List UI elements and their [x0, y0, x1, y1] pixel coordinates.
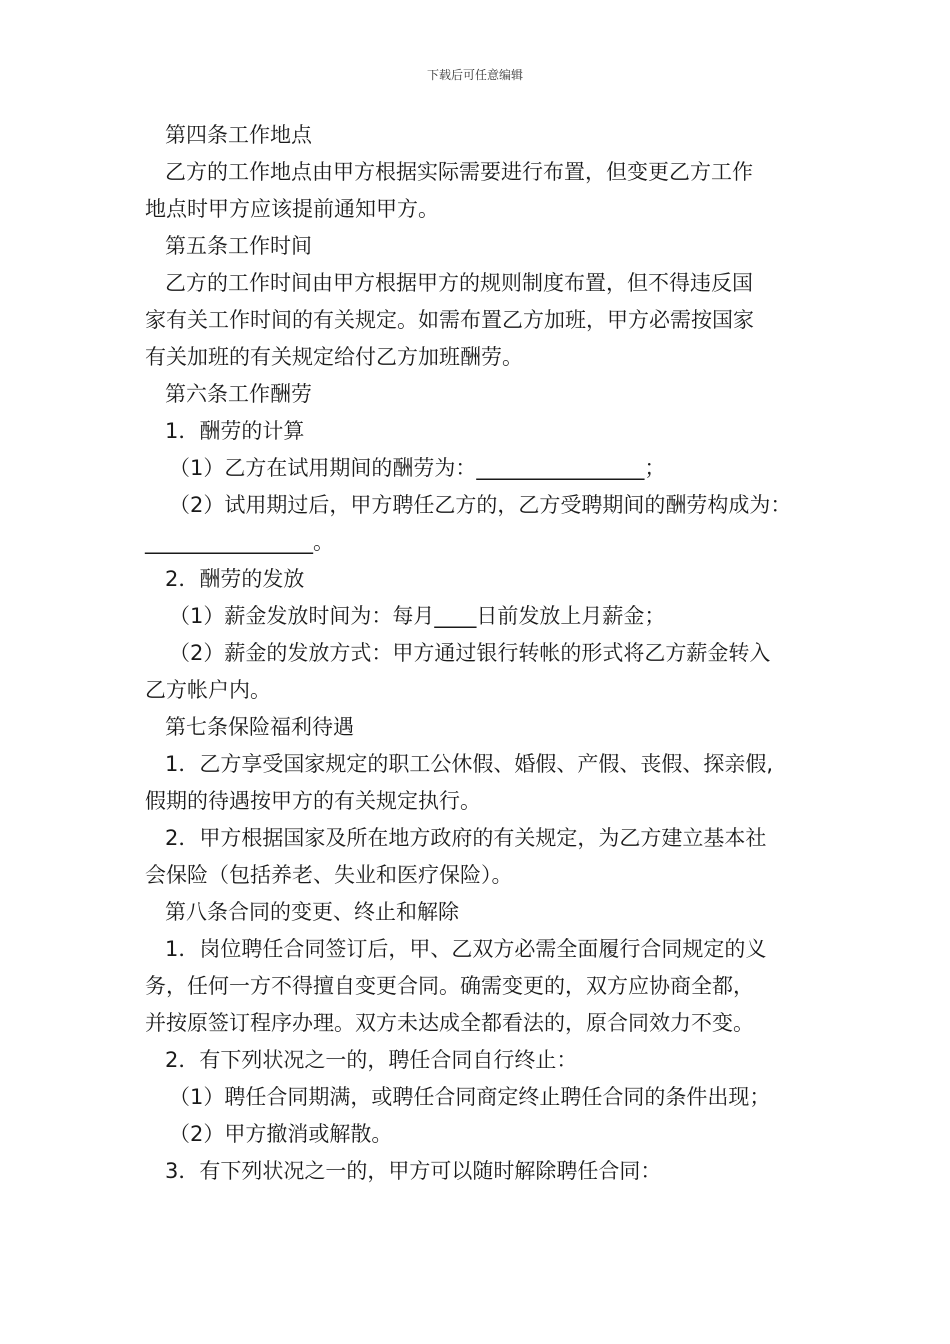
subclause-line: （2）薪金的发放方式：甲方通过银行转帐的形式将乙方薪金转入 [169, 641, 771, 665]
paragraph-line: 乙方帐户内。 [145, 678, 271, 702]
paragraph-line: 有关加班的有关规定给付乙方加班酬劳。 [145, 345, 523, 369]
clause-line: 1．乙方享受国家规定的职工公休假、婚假、产假、丧假、探亲假, [165, 752, 774, 776]
paragraph-line: 假期的待遇按甲方的有关规定执行。 [145, 789, 481, 813]
paragraph-line: 乙方的工作地点由甲方根据实际需要进行布置，但变更乙方工作 [165, 160, 753, 184]
paragraph-line: 并按原签订程序办理。双方未达成全都看法的，原合同效力不变。 [145, 1011, 754, 1035]
paragraph-line: 会保险（包括养老、失业和医疗保险）。 [145, 863, 513, 887]
subclause-line: （2）试用期过后，甲方聘任乙方的，乙方受聘期间的酬劳构成为： [169, 493, 792, 517]
article-heading: 第六条工作酬劳 [165, 382, 312, 406]
document-body [145, 117, 820, 1190]
subclause-line: （2）甲方撤消或解散。 [169, 1122, 393, 1146]
subclause-line: （1）乙方在试用期间的酬劳为：________________； [169, 456, 666, 480]
paragraph-line: 务，任何一方不得擅自变更合同。确需变更的，双方应协商全都， [145, 974, 754, 998]
clause-line: 1．岗位聘任合同签订后，甲、乙双方必需全面履行合同规定的义 [165, 937, 767, 961]
paragraph-line: 地点时甲方应该提前通知甲方。 [145, 197, 439, 221]
clause-line: 2．有下列状况之一的，聘任合同自行终止： [165, 1048, 578, 1072]
article-heading: 第八条合同的变更、终止和解除 [165, 900, 459, 924]
page-header: 下载后可任意编辑 [426, 68, 523, 82]
paragraph-line: ________________。 [145, 530, 334, 554]
subclause-line: （1）聘任合同期满，或聘任合同商定终止聘任合同的条件出现； [169, 1085, 771, 1109]
subclause-line: （1）薪金发放时间为：每月____日前发放上月薪金； [169, 604, 666, 628]
article-heading: 第四条工作地点 [165, 123, 312, 147]
article-heading: 第七条保险福利待遇 [165, 715, 354, 739]
paragraph-line: 乙方的工作时间由甲方根据甲方的规则制度布置，但不得违反国 [165, 271, 753, 295]
clause-line: 2．甲方根据国家及所在地方政府的有关规定，为乙方建立基本社 [165, 826, 767, 850]
clause-line: 2．酬劳的发放 [165, 567, 305, 591]
article-heading: 第五条工作时间 [165, 234, 312, 258]
clause-line: 1．酬劳的计算 [165, 419, 305, 443]
paragraph-line: 家有关工作时间的有关规定。如需布置乙方加班，甲方必需按国家 [145, 308, 754, 332]
clause-line: 3．有下列状况之一的，甲方可以随时解除聘任合同： [165, 1159, 662, 1183]
